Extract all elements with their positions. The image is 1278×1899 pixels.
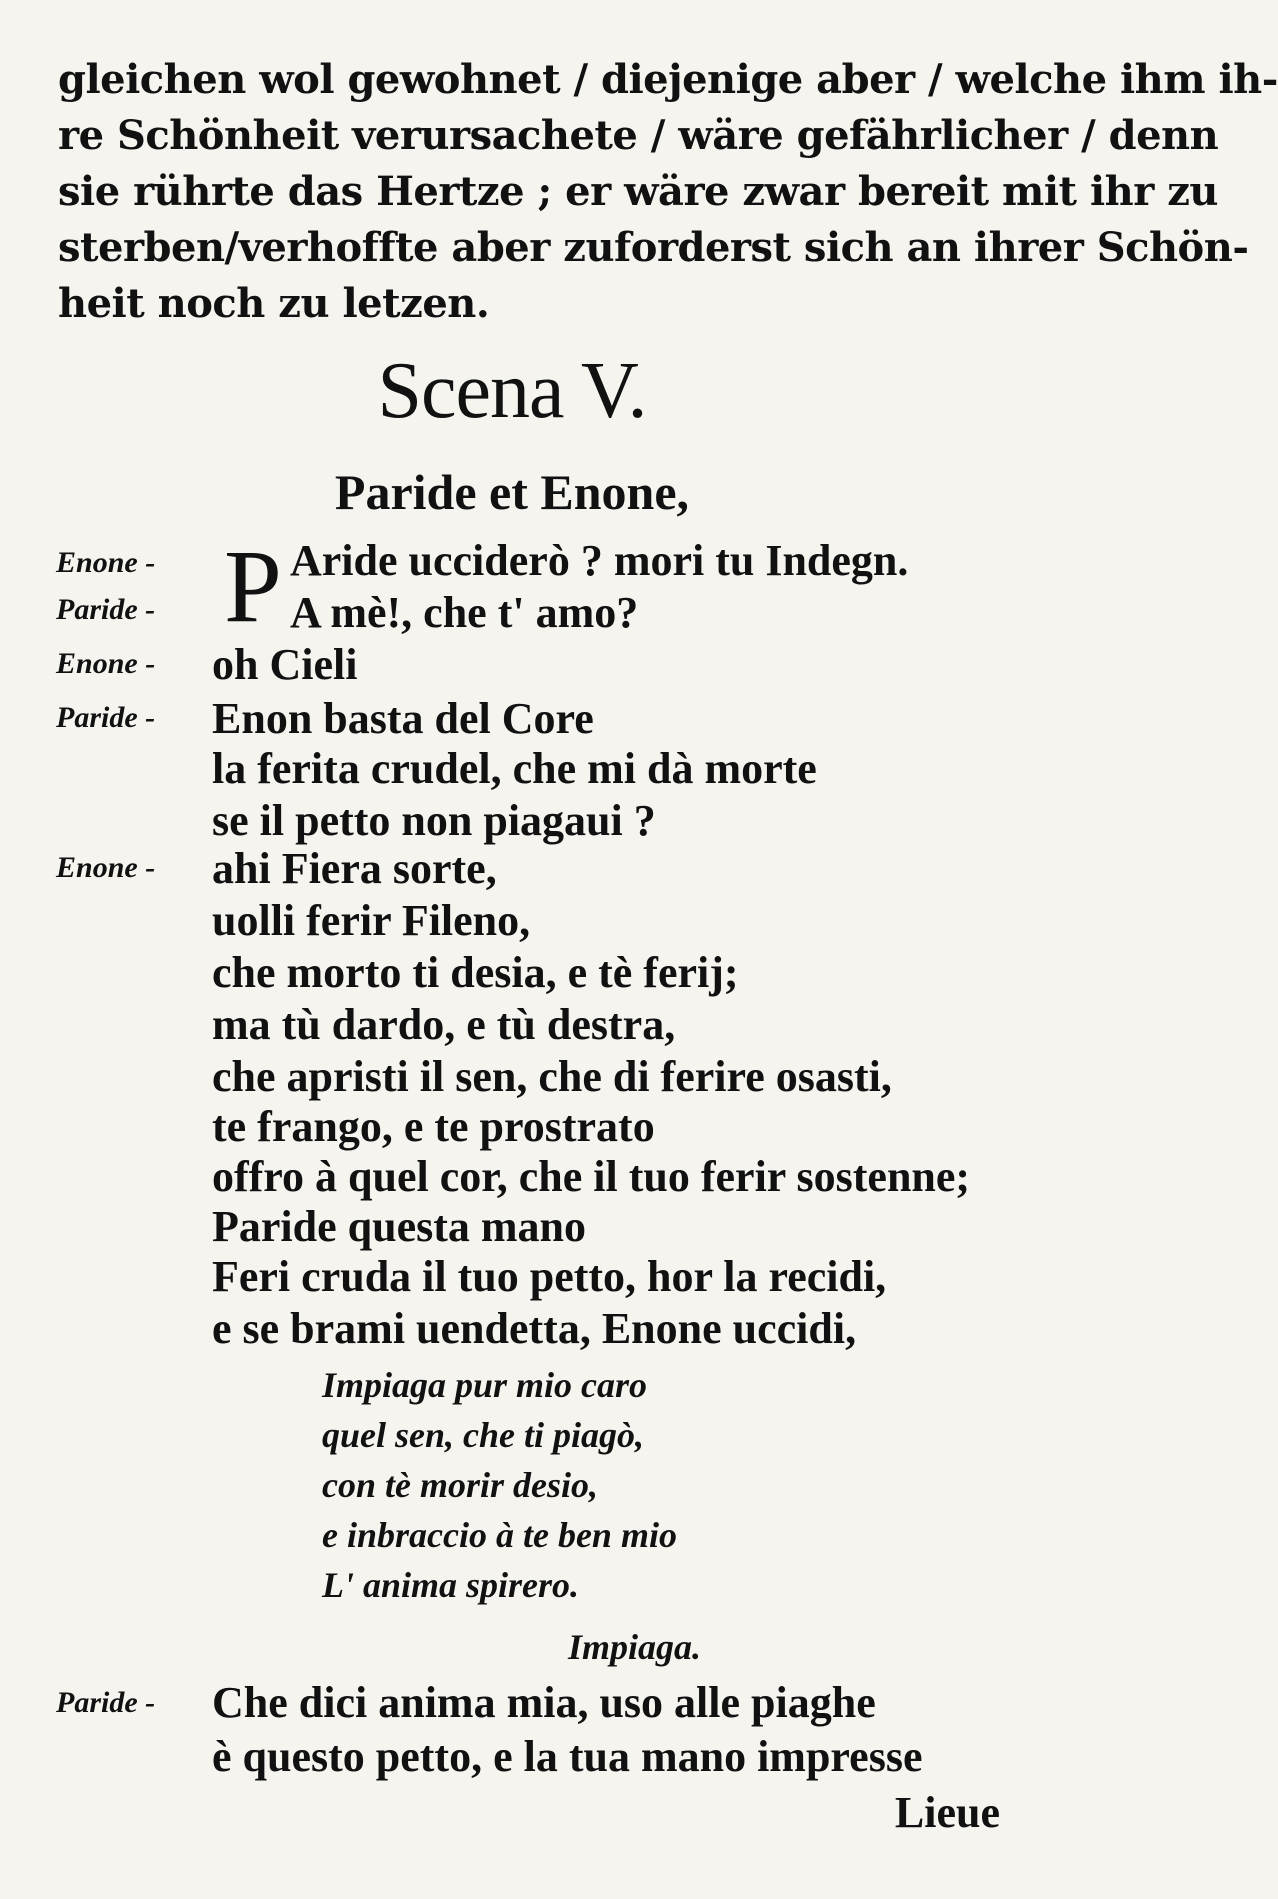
german-paragraph [58,52,1278,332]
verse-line: Che dici anima mia, uso alle piaghe [212,1678,876,1727]
verse-line: che apristi il sen, che di ferire osasti, [212,1052,892,1101]
german-line: heit noch zu letzen. [58,280,490,327]
scene-title: Scena V. [377,347,647,435]
verse-line: la ferita crudel, che mi dà morte [212,744,817,793]
verse-line: ahi Fiera sorte, [212,844,497,893]
aria-line: L' anima spirero. [322,1565,580,1605]
verse-line: oh Cieli [212,640,358,689]
speaker-label: Paride - [56,1686,156,1719]
verse-line: Enon basta del Core [212,694,594,743]
speaker-label: Enone - [56,851,156,884]
drop-cap: P [224,529,282,644]
speaker-label: Paride - [56,593,156,626]
verse-line: uolli ferir Fileno, [212,896,531,945]
verse-line: A mè!, che t' amo? [290,588,639,637]
verse-line: e se brami uendetta, Enone uccidi, [212,1304,857,1353]
verse-line: Feri cruda il tuo petto, hor la recidi, [212,1252,887,1301]
verse-line: se il petto non piagaui ? [212,796,656,845]
catchword: Lieue [894,1788,1000,1837]
german-line: re Schönheit verursachete / wäre gefährlicher / denn [58,112,1219,159]
aria-line: quel sen, che ti piagò, [322,1415,644,1455]
aria-line: con tè morir desio, [322,1465,598,1505]
verse-line: che morto ti desia, e tè ferij; [212,948,739,997]
aria-refrain: Impiaga. [568,1627,702,1667]
speaker-label: Enone - [56,546,156,579]
verse-line: offro à quel cor, che il tuo ferir sostenne; [212,1152,971,1201]
german-line: sie rührte das Hertze ; er wäre zwar bereit mit ihr zu [58,168,1219,215]
scene-characters: Paride et Enone, [334,464,690,520]
verse-line: Paride questa mano [212,1202,586,1251]
german-line: sterben/verhoffte aber zuforderst sich an ihrer Schön- [58,224,1249,271]
verse-line: te frango, e te prostrato [212,1102,655,1151]
aria-line: e inbraccio à te ben mio [322,1515,677,1555]
speaker-label: Enone - [56,647,156,680]
aria-line: Impiaga pur mio caro [322,1365,648,1405]
verse-line: è questo petto, e la tua mano impresse [212,1732,923,1781]
verse-line: ma tù dardo, e tù destra, [212,1000,676,1049]
speaker-label: Paride - [56,701,156,734]
german-line: gleichen wol gewohnet / diejenige aber / welche ihm ih- [58,56,1278,103]
verse-line: Aride ucciderò ? mori tu Indegn. [290,536,909,585]
